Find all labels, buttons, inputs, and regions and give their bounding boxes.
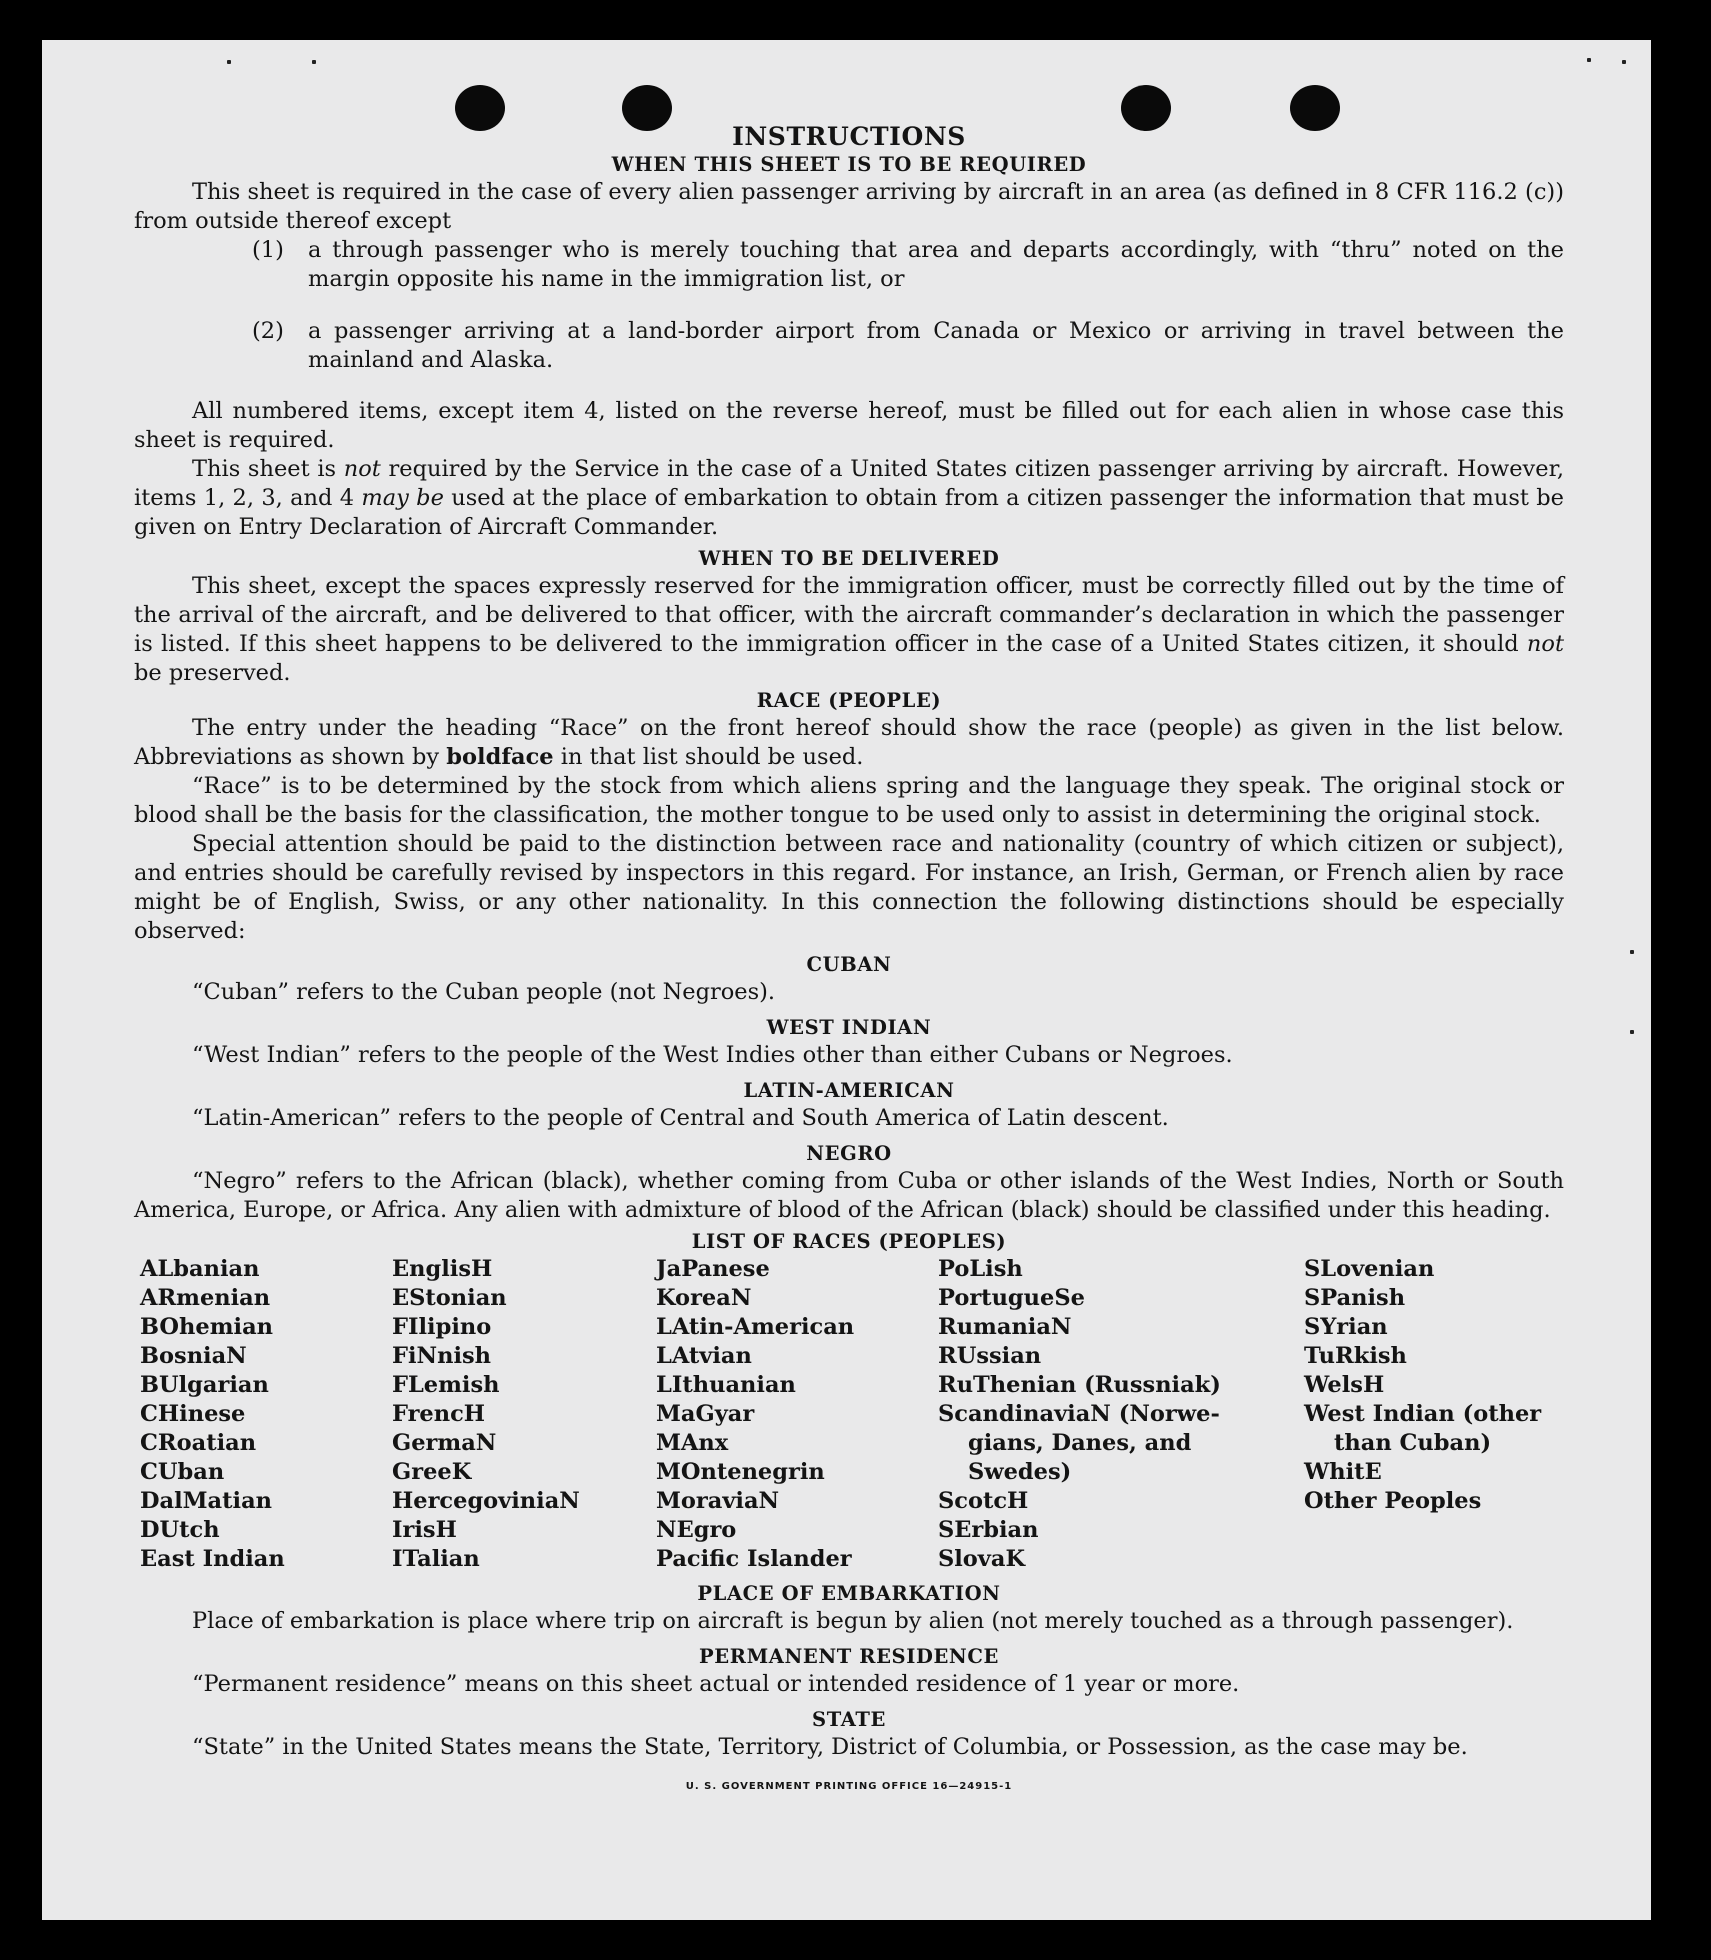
heading-latin-american: LATIN-AMERICAN — [743, 1079, 955, 1102]
list-item — [252, 317, 1564, 375]
race-entry: BUlgarian — [140, 1372, 269, 1398]
speck — [1630, 1030, 1634, 1034]
race-entry: ScotcH — [938, 1488, 1029, 1514]
speck — [1587, 58, 1591, 62]
paragraph: This sheet, except the spaces expressly reserved for the immigration officer, must be correctly filled out by the time of the arrival of the aircraft, and be delivered to that officer, with the aircraft commander’s declaration in which the passenger is listed. If this sheet happens to be delivered to the immigration officer in the case of a United States citizen, it should not be preserved. — [134, 573, 1564, 686]
heading-list-of-races: LIST OF RACES (PEOPLES) — [691, 1230, 1007, 1253]
race-entry: MOntenegrin — [656, 1459, 825, 1485]
paragraph: “West Indian” refers to the people of the West Indies other than either Cubans or Negroes. — [192, 1042, 1233, 1068]
paragraph: This sheet is not required by the Service in the case of a United States citizen passenger arriving by aircraft. However, items 1, 2, 3, and 4 may be used at the place of embarkation to obtain from a citizen passenger the information that must be given on Entry Declaration of Aircraft Commander. — [134, 456, 1564, 540]
race-entry: IrisH — [392, 1517, 457, 1543]
race-entry: SYrian — [1304, 1314, 1388, 1340]
race-entry: Swedes) — [968, 1459, 1072, 1485]
paragraph: Special attention should be paid to the distinction between race and nationality (country of which citizen or subject), and entries should be carefully revised by inspectors in this regard. For instance, an Irish, German, or French alien by race might be of English, Swiss, or any other nationality. In this connection the following distinctions should be especially observed: — [134, 831, 1564, 944]
race-entry: WhitE — [1304, 1459, 1382, 1485]
race-entry: SErbian — [938, 1517, 1039, 1543]
race-entry: RUssian — [938, 1343, 1042, 1369]
paragraph: “Latin-American” refers to the people of Central and South America of Latin descent. — [192, 1105, 1169, 1131]
heading-permanent-residence: PERMANENT RESIDENCE — [699, 1645, 999, 1668]
heading-when-required: WHEN THIS SHEET IS TO BE REQUIRED — [611, 153, 1087, 176]
races-column-5 — [1304, 1255, 1564, 1516]
race-entry: FiNnish — [392, 1343, 492, 1369]
races-column-1 — [140, 1255, 360, 1574]
races-list — [134, 1255, 1564, 1575]
race-entry: KoreaN — [656, 1285, 752, 1311]
document-content — [134, 80, 1564, 1801]
race-entry: NEgro — [656, 1517, 737, 1543]
printer-imprint: U. S. GOVERNMENT PRINTING OFFICE 16—24915-1 — [685, 1781, 1013, 1792]
heading-cuban: CUBAN — [806, 953, 892, 976]
race-entry: ALbanian — [140, 1256, 260, 1282]
item-number: (2) — [252, 317, 284, 344]
race-entry: FrencH — [392, 1401, 486, 1427]
race-entry: JaPanese — [656, 1256, 770, 1282]
race-entry: CRoatian — [140, 1430, 257, 1456]
race-entry: FIlipino — [392, 1314, 492, 1340]
paragraph: Place of embarkation is place where trip on aircraft is begun by alien (not merely touched as a through passenger). — [192, 1608, 1514, 1634]
paragraph: “Permanent residence” means on this sheet actual or intended residence of 1 year or more. — [192, 1671, 1240, 1697]
heading-state: STATE — [812, 1708, 886, 1731]
race-entry: EStonian — [392, 1285, 507, 1311]
heading-instructions: INSTRUCTIONS — [732, 122, 966, 151]
speck — [1622, 60, 1626, 64]
race-entry: EnglisH — [392, 1256, 493, 1282]
race-entry: LIthuanian — [656, 1372, 796, 1398]
race-entry: SPanish — [1304, 1285, 1406, 1311]
race-entry: DalMatian — [140, 1488, 273, 1514]
race-entry: than Cuban) — [1334, 1430, 1492, 1456]
race-entry: GreeK — [392, 1459, 472, 1485]
paragraph: “State” in the United States means the State, Territory, District of Columbia, or Possession, as the case may be. — [192, 1734, 1468, 1760]
race-entry: SLovenian — [1304, 1256, 1435, 1282]
race-entry: GermaN — [392, 1430, 497, 1456]
item-text: a passenger arriving at a land-border airport from Canada or Mexico or arriving in travel between the mainland and Alaska. — [308, 317, 1564, 373]
speck — [1630, 950, 1634, 954]
race-entry: BOhemian — [140, 1314, 274, 1340]
race-entry: East Indian — [140, 1546, 285, 1572]
race-entry: DUtch — [140, 1517, 220, 1543]
heading-place-of-embarkation: PLACE OF EMBARKATION — [697, 1582, 1001, 1605]
speck — [227, 60, 231, 64]
race-entry: gians, Danes, and — [968, 1430, 1192, 1456]
speck — [312, 60, 316, 64]
race-entry: HercegoviniaN — [392, 1488, 580, 1514]
race-entry: CHinese — [140, 1401, 246, 1427]
race-entry: MoraviaN — [656, 1488, 780, 1514]
race-entry: Pacific Islander — [656, 1546, 852, 1572]
race-entry: ScandinaviaN (Norwe- — [938, 1401, 1220, 1427]
race-entry: West Indian (other — [1304, 1401, 1542, 1427]
race-entry: LAtvian — [656, 1343, 752, 1369]
paragraph: “Cuban” refers to the Cuban people (not Negroes). — [192, 979, 776, 1005]
race-entry: MAnx — [656, 1430, 729, 1456]
races-column-2 — [392, 1255, 632, 1574]
paragraph: “Negro” refers to the African (black), whether coming from Cuba or other islands of the West Indies, North or South America, Europe, or Africa. Any alien with admixture of blood of the African (black) should be classified under this heading. — [134, 1168, 1564, 1223]
races-column-4 — [938, 1255, 1228, 1574]
paragraph: “Race” is to be determined by the stock from which aliens spring and the language they speak. The original stock or blood shall be the basis for the classification, the mother tongue to be used only to assist in determining the original stock. — [134, 773, 1564, 828]
races-column-3 — [656, 1255, 916, 1574]
heading-race: RACE (PEOPLE) — [756, 689, 942, 712]
race-entry: RuThenian (Russniak) — [938, 1372, 1221, 1398]
race-entry: SlovaK — [938, 1546, 1026, 1572]
item-text: a through passenger who is merely touching that area and departs accordingly, with “thru” noted on the margin opposite his name in the immigration list, or — [308, 237, 1564, 292]
race-entry: PoLish — [938, 1256, 1023, 1282]
race-entry: LAtin-American — [656, 1314, 855, 1340]
heading-negro: NEGRO — [806, 1142, 892, 1165]
race-entry: WelsH — [1304, 1372, 1385, 1398]
race-entry: ITalian — [392, 1546, 480, 1572]
heading-when-delivered: WHEN TO BE DELIVERED — [698, 547, 1000, 570]
race-entry: MaGyar — [656, 1401, 755, 1427]
race-entry: ARmenian — [140, 1285, 271, 1311]
paragraph: All numbered items, except item 4, listed on the reverse hereof, must be filled out for each alien in whose case this sheet is required. — [134, 398, 1564, 453]
list-item — [252, 236, 1564, 294]
document-sheet — [42, 40, 1651, 1920]
race-entry: BosniaN — [140, 1343, 247, 1369]
race-entry: CUban — [140, 1459, 225, 1485]
heading-west-indian: WEST INDIAN — [766, 1016, 932, 1039]
paragraph: The entry under the heading “Race” on the front hereof should show the race (people) as given in the list below. Abbreviations as shown by boldface in that list should be used. — [134, 715, 1564, 770]
item-number: (1) — [252, 237, 284, 263]
race-entry: FLemish — [392, 1372, 500, 1398]
race-entry: PortugueSe — [938, 1285, 1085, 1311]
paragraph: This sheet is required in the case of every alien passenger arriving by aircraft in an area (as defined in 8 CFR 116.2 (c)) from outside thereof except — [134, 179, 1564, 234]
race-entry: Other Peoples — [1304, 1488, 1482, 1514]
race-entry: TuRkish — [1304, 1343, 1407, 1369]
race-entry: RumaniaN — [938, 1314, 1072, 1340]
